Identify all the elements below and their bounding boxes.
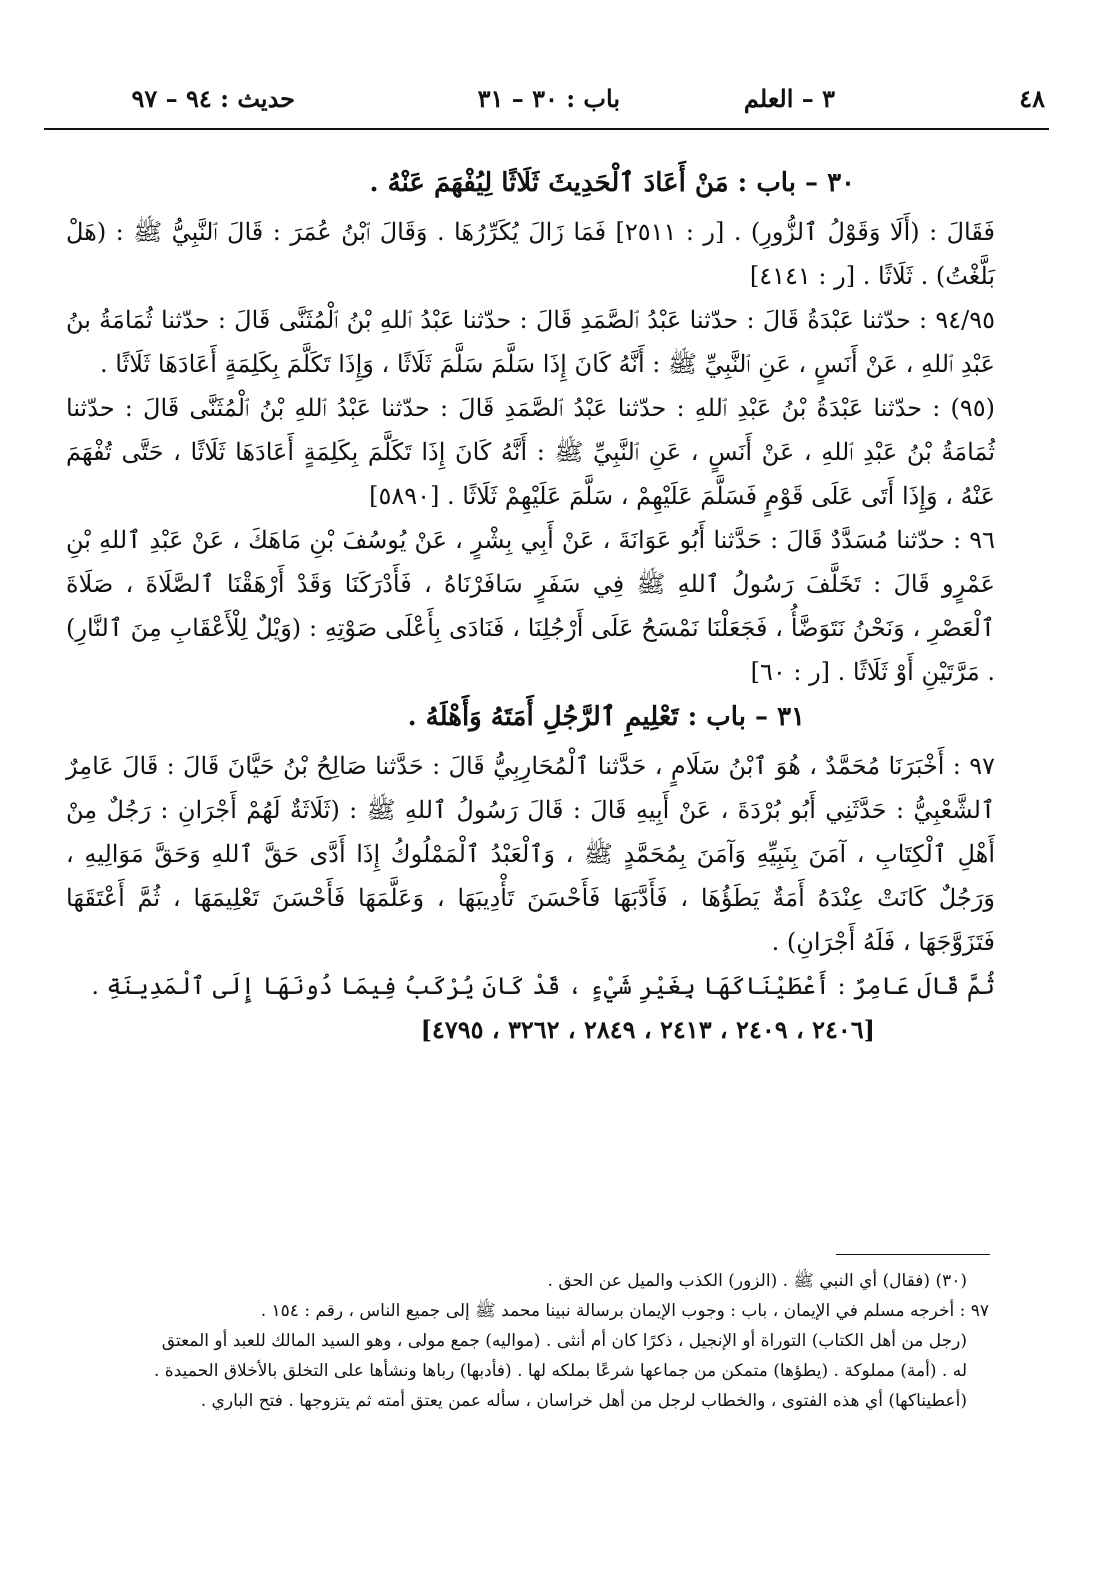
page-number: ٤٨ [1019, 84, 1045, 113]
footnote-97-source: ٩٧ : أخرجه مسلم في الإيمان ، باب : وجوب الإيمان برسالة نبينا محمد ﷺ إلى جميع الناس ، رقم : ١٥٤ . [260, 1301, 989, 1321]
hadith-range: حديث : ٩٤ – ٩٧ [131, 84, 295, 113]
footnote-97-explanation: (رجل من أهل الكتاب) التوراة أو الإنجيل ، ذكرًا كان أم أنثى . (مواليه) جمع مولى ، وهو السيد المالك للعبد أو المعتق له . (أمة) مملوكة . (يطؤها) متمكن من جماعها شرعًا بملكه لها . (فأدبها) رباها ونشأها على التخلق بالأخلاق الحميدة . (أعطيناكها) أي هذه الفتوى ، والخطاب لرجل من أهل خراسان ، سأله عمن يعتق أمته ثم يتزوجها . فتح الباري . [153, 1331, 967, 1411]
hadith-94: ٩٤/٩٥ : حدّثنا عَبْدَةُ قَالَ : حدّثنا عَبْدُ ٱلصَّمَدِ قَالَ : حدّثنا عَبْدُ ٱللهِ بْنُ ٱلْمُثَنَّى قَالَ : حدّثنا ثُمَامَةُ بنُ عَبْدِ ٱللهِ ، عَنْ أَنَسٍ ، عَنِ ٱلنَّبِيِّ ﷺ : أَنَّهُ كَانَ إِذَا سَلَّمَ سَلَّمَ ثَلَاثًا ، وَإِذَا تَكَلَّمَ بِكَلِمَةٍ أَعَادَهَا ثَلَاثًا . [66, 306, 995, 378]
hadith-95: (٩٥) : حدّثنا عَبْدَةُ بْنُ عَبْدِ ٱللهِ : حدّثنا عَبْدُ ٱلصَّمَدِ قَالَ : حدّثنا عَبْدُ ٱللهِ بْنُ ٱلْمُثَنَّى قَالَ : حدّثنا ثُمَامَةُ بْنُ عَبْدِ ٱللهِ ، عَنْ أَنَسٍ ، عَنِ ٱلنَّبِيِّ ﷺ : أَنَّهُ كَانَ إِذَا تَكَلَّمَ بِكَلِمَةٍ أَعَادَهَا ثَلَاثًا ، حَتَّى تُفْهَمَ عَنْهُ ، وَإِذَا أَتَى عَلَى قَوْمٍ فَسَلَّمَ عَلَيْهِمْ ، سَلَّمَ عَلَيْهِمْ ثَلَاثًا . [٥٨٩٠] [66, 394, 995, 510]
hadith-96: ٩٦ : حدّثنا مُسَدَّدٌ قَالَ : حَدَّثنا أَبُو عَوَانَةَ ، عَنْ أَبِي بِشْرٍ ، عَنْ يُوسُفَ بْنِ مَاهَكَ ، عَنْ عَبْدِ ٱللهِ بْنِ عَمْرٍو قَالَ : تَخَلَّفَ رَسُولُ ٱللهِ ﷺ فِي سَفَرٍ سَافَرْنَاهُ ، فَأَدْرَكَنَا وَقَدْ أَرْهَقْنَا ٱلصَّلَاةَ ، صَلَاةَ ٱلْعَصْرِ ، وَنَحْنُ نَتَوَضَّأُ ، فَجَعَلْنَا نَمْسَحُ عَلَى أَرْجُلِنَا ، فَنَادَى بِأَعْلَى صَوْتِهِ : (وَيْلٌ لِلْأَعْقَابِ مِنَ ٱلنَّارِ) . مَرَّتَيْنِ أَوْ ثَلَاثًا . [ر : ٦٠] [66, 526, 995, 686]
footnote-30: (٣٠) (فقال) أي النبي ﷺ . (الزور) الكذب والميل عن الحق . [547, 1271, 967, 1291]
main-text [66, 168, 995, 1052]
page-header [44, 78, 1045, 124]
chapter-30-title: ٣٠ – باب : مَنْ أَعَادَ ٱلْحَدِيثَ ثَلَاثًا لِيُفْهَمَ عَنْهُ . [369, 168, 855, 198]
bab-range: باب : ٣٠ – ٣١ [477, 84, 620, 113]
footnote-divider [836, 1254, 990, 1255]
chapter-30-text: فَقَالَ : (أَلَا وَقَوْلُ ٱلزُّورِ) . [ر : ٢٥١١] فَمَا زَالَ يُكَرِّرُهَا . وَقَالَ ٱبْنُ عُمَرَ : قَالَ ٱلنَّبِيُّ ﷺ : (هَلْ بَلَّغْتُ) . ثَلَاثًا . [ر : ٤١٤١] [66, 218, 995, 290]
chapter-31-title: ٣١ – باب : تَعْلِيمِ ٱلرَّجُلِ أَمَتَهُ وَأَهْلَهُ . [407, 702, 805, 732]
cross-references: [٢٤٠٦ ، ٢٤٠٩ ، ٢٤١٣ ، ٢٨٤٩ ، ٣٢٦٢ ، ٤٧٩٥] [420, 1015, 875, 1044]
hadith-97: ٩٧ : أَخْبَرَنَا مُحَمَّدٌ ، هُوَ ٱبْنُ سَلَامٍ ، حَدَّثنا ٱلْمُحَارِبِيُّ قَالَ : حَدَّثنا صَالِحُ بْنُ حَيَّانَ قَالَ : قَالَ عَامِرٌ ٱلشَّعْبِيُّ : حَدَّثَنِي أَبُو بُرْدَةَ ، عَنْ أَبِيهِ قَالَ : قَالَ رَسُولُ ٱللهِ ﷺ : (ثَلَاثَةٌ لَهُمْ أَجْرَانِ : رَجُلٌ مِنْ أَهْلِ ٱلْكِتَابِ ، آمَنَ بِنَبِيِّهِ وَآمَنَ بِمُحَمَّدٍ ﷺ ، وَٱلْعَبْدُ ٱلْمَمْلُوكُ إِذَا أَدَّى حَقَّ ٱللهِ وَحَقَّ مَوَالِيهِ ، وَرَجُلٌ كَانَتْ عِنْدَهُ أَمَةٌ يَطَؤُهَا ، فَأَدَّبَهَا فَأَحْسَنَ تَأْدِيبَهَا ، وَعَلَّمَهَا فَأَحْسَنَ تَعْلِيمَهَا ، ثُمَّ أَعْتَقَهَا فَتَزَوَّجَهَا ، فَلَهُ أَجْرَانِ) . [66, 752, 995, 956]
book-title: ٣ – العلم [743, 84, 835, 113]
hadith-97-end: ثُمَّ قَالَ عَامِرٌ : أَعْطَيْنَاكَهَا بِغَيْرِ شَيْءٍ ، قَدْ كَانَ يُرْكَبُ فِيمَا دُونَهَا إِلَى ٱلْمَدِينَةِ . [91, 972, 995, 1000]
footnotes [150, 1266, 989, 1416]
header-divider [44, 128, 1049, 130]
